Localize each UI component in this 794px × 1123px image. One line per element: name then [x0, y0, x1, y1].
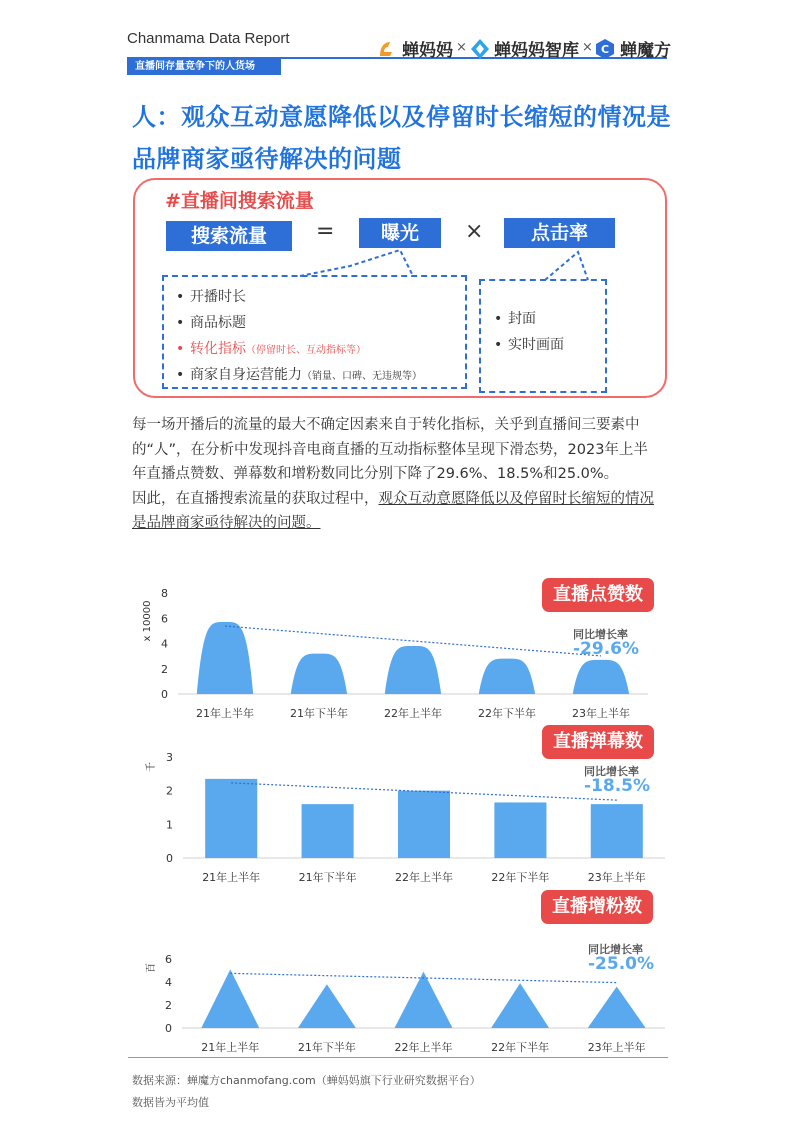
chart-title-badge: 直播增粉数	[541, 890, 653, 924]
y-axis-label: x 10000	[142, 600, 153, 642]
chart-title-badge: 直播点赞数	[542, 578, 654, 612]
body-paragraph: 因此，在直播搜索流量的获取过程中，观众互动意愿降低以及停留时长缩短的情况是品牌商家亟待解决的问题。	[132, 490, 654, 531]
y-tick-label: 0	[166, 852, 173, 865]
x-tick-label: 22年下半年	[491, 1041, 550, 1054]
factor-item-highlighted: • 转化指标（停留时长、互动指标等）	[176, 341, 366, 357]
svg-text:C: C	[600, 42, 610, 56]
y-axis-label: 千	[146, 762, 157, 772]
data-bar	[591, 804, 643, 858]
y-axis-label: 百	[146, 963, 157, 973]
x-tick-label: 23年上半年	[587, 871, 646, 884]
chart-title-badge: 直播弹幕数	[542, 725, 654, 759]
data-triangle	[588, 987, 646, 1028]
logo-label: 蝉魔方	[620, 41, 671, 61]
x-tick-label: 21年下半年	[298, 871, 357, 884]
growth-rate-label: 同比增长率	[584, 765, 639, 778]
factor-item: • 商品标题	[176, 315, 246, 331]
y-tick-label: 6	[165, 953, 172, 966]
x-tick-label: 22年上半年	[384, 707, 442, 720]
click-through-rate-box: 点击率	[504, 218, 615, 248]
exposure-box: 曝光	[359, 218, 441, 248]
page-title: 人：观众互动意愿降低以及停留时长缩短的情况是品牌商家亟待解决的问题	[132, 103, 671, 173]
data-bar	[205, 779, 257, 858]
y-tick-label: 6	[161, 612, 168, 626]
y-tick-label: 2	[161, 662, 168, 676]
x-tick-label: 21年下半年	[297, 1041, 356, 1054]
growth-rate-label: 同比增长率	[588, 943, 643, 956]
factor-item: • 开播时长	[176, 289, 246, 305]
equals-sign: =	[316, 219, 335, 244]
y-tick-label: 2	[166, 784, 173, 798]
data-bar	[494, 802, 546, 858]
formula-tag: #直播间搜索流量	[165, 190, 314, 212]
x-tick-label: 21年上半年	[202, 871, 261, 884]
y-tick-label: 2	[165, 999, 172, 1012]
factor-item: • 实时画面	[494, 337, 564, 353]
data-dome	[197, 622, 253, 694]
y-tick-label: 0	[161, 688, 168, 701]
y-tick-label: 1	[166, 818, 173, 832]
data-dome	[291, 654, 347, 694]
times-sign: ×	[465, 219, 484, 244]
factor-item: • 商家自身运营能力（销量、口碑、无违规等）	[176, 367, 422, 383]
data-triangle	[491, 983, 549, 1028]
growth-rate-label: 同比增长率	[573, 628, 628, 641]
data-triangle	[298, 984, 356, 1028]
x-tick-label: 22年上半年	[395, 871, 453, 884]
x-tick-label: 23年上半年	[587, 1041, 646, 1054]
x-tick-label: 21年上半年	[201, 1041, 260, 1054]
footer-divider	[128, 1057, 668, 1058]
report-name: Chanmama Data Report	[127, 30, 290, 47]
data-triangle	[395, 972, 453, 1028]
x-tick-label: 21年下半年	[290, 707, 348, 720]
x-tick-label: 21年上半年	[196, 707, 254, 720]
data-dome	[573, 660, 629, 694]
data-bar	[302, 804, 354, 858]
search-traffic-box: 搜索流量	[166, 221, 292, 251]
y-tick-label: 0	[165, 1022, 172, 1035]
x-tick-label: 22年下半年	[478, 707, 536, 720]
data-source: 数据来源：蝉魔方chanmofang.com（蝉妈妈旗下行业研究数据平台）	[132, 1074, 481, 1087]
section-tag: 直播间存量竞争下的人货场	[127, 59, 281, 75]
x-tick-label: 22年下半年	[491, 871, 550, 884]
data-dome	[385, 646, 441, 694]
y-tick-label: 4	[165, 976, 172, 989]
data-triangle	[201, 969, 259, 1028]
x-tick-label: 22年上半年	[394, 1041, 453, 1054]
logo-separator: ×	[456, 40, 467, 55]
x-tick-label: 23年上半年	[572, 707, 630, 720]
y-tick-label: 8	[161, 587, 168, 600]
underlined-conclusion: 观众互动意愿降低以及停留时长缩短的情况是品牌商家亟待解决的问题。	[132, 490, 654, 531]
data-bar	[398, 791, 450, 858]
growth-rate-value: -29.6%	[573, 639, 640, 659]
logo-label: 蝉妈妈	[402, 41, 453, 61]
y-tick-label: 4	[161, 637, 168, 651]
logo-label: 蝉妈妈智库	[494, 41, 579, 61]
y-tick-label: 3	[166, 751, 173, 764]
logo-separator: ×	[582, 40, 593, 55]
body-paragraph: 每一场开播后的流量的最大不确定因素来自于转化指标，关乎到直播间三要素中的“人”，在分析中发现抖音电商直播的互动指标整体呈现下滑态势，2023年上半年直播点赞数、弹幕数和增粉数同比分别下降了29.6%、18.5%和25.0%。	[132, 417, 648, 482]
growth-rate-value: -25.0%	[588, 954, 655, 974]
factor-item: • 封面	[494, 311, 536, 327]
growth-rate-value: -18.5%	[584, 776, 651, 796]
data-note: 数据皆为平均值	[132, 1096, 209, 1109]
data-dome	[479, 659, 535, 694]
